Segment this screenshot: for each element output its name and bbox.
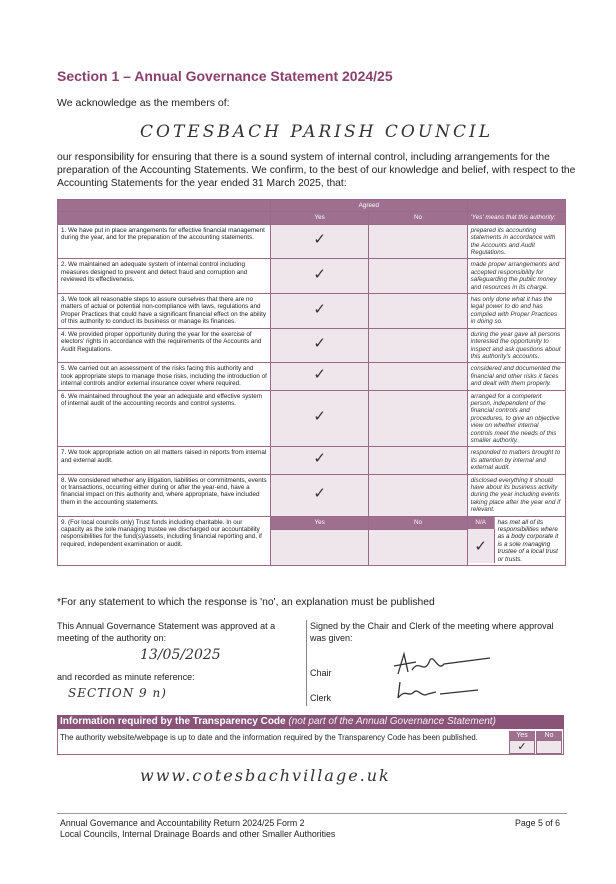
checkmark-icon: ✓: [313, 265, 326, 284]
website-handwritten: www.cotesbachvillage.uk: [140, 766, 391, 785]
meaning-3: has only done what it has the legal power to do and has complied with Proper Practices in doing so.: [467, 294, 565, 329]
checkmark-icon: ✓: [313, 334, 326, 353]
transparency-no-label: No: [536, 731, 562, 740]
approval-text: This Annual Governance Statement was approved at a meeting of the authority on:: [57, 621, 276, 643]
statement-9: 9. (For local councils only) Trust funds including charitable. In our capacity as the sole managing trustee we discharged our accountability responsibilities for the fund(s)/assets, including financial reporting and, if required, independent examination or audit.: [58, 516, 271, 565]
footer-line-2: Local Councils, Internal Drainage Boards and other Smaller Authorities: [60, 829, 336, 839]
yes-checkbox-3[interactable]: [271, 294, 369, 329]
no-checkbox-1[interactable]: [369, 224, 467, 259]
meaning-1: prepared its accounting statements in accordance with the Accounts and Audit Regulations.: [467, 224, 565, 259]
trust-yes-checkbox[interactable]: [271, 530, 369, 566]
table-row: [58, 516, 566, 529]
meaning-7: responded to matters brought to its attention by internal and external audit.: [467, 447, 565, 474]
approval-date-handwritten: 13/05/2025: [140, 647, 221, 663]
no-checkbox-7[interactable]: [369, 447, 467, 474]
checkmark-icon: ✓: [517, 741, 527, 753]
yes-checkbox-6[interactable]: [271, 390, 369, 447]
yes-checkbox-5[interactable]: [271, 363, 369, 390]
governance-table: [57, 199, 566, 566]
statement-8: 8. We considered whether any litigation, liabilities or commitments, events or transactions, occurring either during or after the year-end, have a financial impact on this authority and, where appropriate, have included them in the accounting statements.: [58, 474, 271, 516]
yes-checkbox-7[interactable]: [271, 447, 369, 474]
council-name-handwritten: COTESBACH PARISH COUNCIL: [140, 122, 494, 142]
trust-na-label: N/A: [468, 517, 495, 529]
table-row: [58, 447, 566, 474]
footer-left: [60, 818, 335, 840]
transparency-yes-label: Yes: [509, 731, 535, 740]
statement-4: 4. We provided proper opportunity during the year for the exercise of electors' rights in accordance with the requirements of the Accounts and Audit Regulations.: [58, 328, 271, 363]
meaning-6: arranged for a competent person, independent of the financial controls and procedures, to give an objective view on whether internal controls meet the needs of this smaller authority.: [467, 390, 565, 447]
transparency-note: (not part of the Annual Governance Statement): [288, 716, 496, 727]
yes-header: Yes: [271, 212, 369, 224]
table-row: [58, 328, 566, 363]
table-row: [58, 259, 566, 294]
yes-checkbox-2[interactable]: [271, 259, 369, 294]
statement-3: 3. We took all reasonable steps to assure ourselves that there are no matters of actual or potential non-compliance with laws, regulations and Proper Practices that could have a significant financial effect on the ability of this authority to conduct its business or manage its finances.: [58, 294, 271, 329]
checkmark-icon: ✓: [313, 230, 326, 249]
transparency-no-checkbox[interactable]: [536, 740, 562, 754]
responsibility-text: our responsibility for ensuring that there is a sound system of internal control, including arrangements for the preparation of the Accounting Statements. We confirm, to the best of our knowledge and belief, with respect to the Accounting Statements for the year ended 31 March 2025, that:: [57, 152, 576, 189]
table-row: [58, 363, 566, 390]
checkmark-icon: ✓: [313, 365, 326, 384]
statement-7: 7. We took appropriate action on all matters raised in reports from internal and external audit.: [58, 447, 271, 474]
checkmark-icon: ✓: [474, 536, 487, 555]
table-subheader-row: [58, 212, 566, 224]
chair-signature: [390, 648, 500, 680]
checkmark-icon: ✓: [313, 449, 326, 468]
checkmark-icon: ✓: [313, 299, 326, 318]
meaning-4: during the year gave all persons interested the opportunity to inspect and ask questions about this authority's accounts.: [467, 328, 565, 363]
table-row: [58, 224, 566, 259]
clerk-signature: [392, 678, 492, 702]
meaning-5: considered and documented the financial and other risks it faces and dealt with them properly.: [467, 363, 565, 390]
transparency-header: [57, 715, 564, 729]
agreed-header: Agreed: [271, 200, 468, 212]
no-checkbox-4[interactable]: [369, 328, 467, 363]
no-header: No: [369, 212, 467, 224]
page-number: Page 5 of 6: [515, 818, 560, 828]
acknowledgement-text: We acknowledge as the members of:: [57, 97, 230, 109]
no-checkbox-3[interactable]: [369, 294, 467, 329]
no-checkbox-5[interactable]: [369, 363, 467, 390]
yes-checkbox-1[interactable]: [271, 224, 369, 259]
yes-checkbox-4[interactable]: [271, 328, 369, 363]
transparency-title: Information required by the Transparency Code: [60, 716, 286, 727]
no-checkbox-6[interactable]: [369, 390, 467, 447]
no-checkbox-2[interactable]: [369, 259, 467, 294]
transparency-yes-checkbox[interactable]: [509, 740, 535, 754]
trust-no-label: No: [369, 516, 467, 529]
no-checkbox-8[interactable]: [369, 474, 467, 516]
checkmark-icon: ✓: [313, 407, 326, 426]
statement-5: 5. We carried out an assessment of the risks facing this authority and took appropriate steps to manage those risks, including the introduction of internal controls and/or external insurance cover where required.: [58, 363, 271, 390]
trust-na-checkbox[interactable]: [468, 529, 495, 563]
table-row: [58, 294, 566, 329]
minute-reference-handwritten: SECTION 9 n): [68, 686, 167, 700]
statement-1: 1. We have put in place arrangements for effective financial management during the year, and for the preparation of the accounting statements.: [58, 224, 271, 259]
meaning-header: 'Yes' means that this authority:: [467, 212, 565, 224]
transparency-text: The authority website/webpage is up to date and the information required by the Transparency Code has been published.: [60, 733, 478, 742]
table-row: [58, 390, 566, 447]
trust-no-checkbox[interactable]: [369, 530, 467, 566]
table-header-row: [58, 200, 566, 212]
trust-yes-label: Yes: [271, 516, 369, 529]
footer-divider: [57, 813, 567, 814]
section-title: Section 1 – Annual Governance Statement 2024/25: [57, 68, 393, 84]
signed-text: Signed by the Chair and Clerk of the meeting where approval was given:: [310, 621, 554, 643]
minute-label: and recorded as minute reference:: [57, 672, 195, 682]
statement-2: 2. We maintained an adequate system of internal control including measures designed to prevent and detect fraud and corruption and reviewed its effectiveness.: [58, 259, 271, 294]
chair-label: Chair: [310, 668, 332, 678]
checkmark-icon: ✓: [313, 483, 326, 502]
footer-line-1: Annual Governance and Accountability Return 2024/25 Form 2: [60, 818, 305, 828]
clerk-label: Clerk: [310, 693, 332, 703]
signature-divider: [306, 620, 307, 706]
meaning-8: disclosed everything it should have about its business activity during the year including events taking place after the year end if relevant.: [467, 474, 565, 516]
meaning-2: made proper arrangements and accepted responsibility for safeguarding the public money and resources in its charge.: [467, 259, 565, 294]
table-row: [58, 474, 566, 516]
yes-checkbox-8[interactable]: [271, 474, 369, 516]
footnote: *For any statement to which the response is 'no', an explanation must be published: [57, 597, 435, 608]
meaning-9: has met all of its responsibilities where as a body corporate it is a sole managing trustee of a local trust or trusts.: [497, 518, 559, 563]
statement-6: 6. We maintained throughout the year an adequate and effective system of internal audit of the accounting records and control systems.: [58, 390, 271, 447]
